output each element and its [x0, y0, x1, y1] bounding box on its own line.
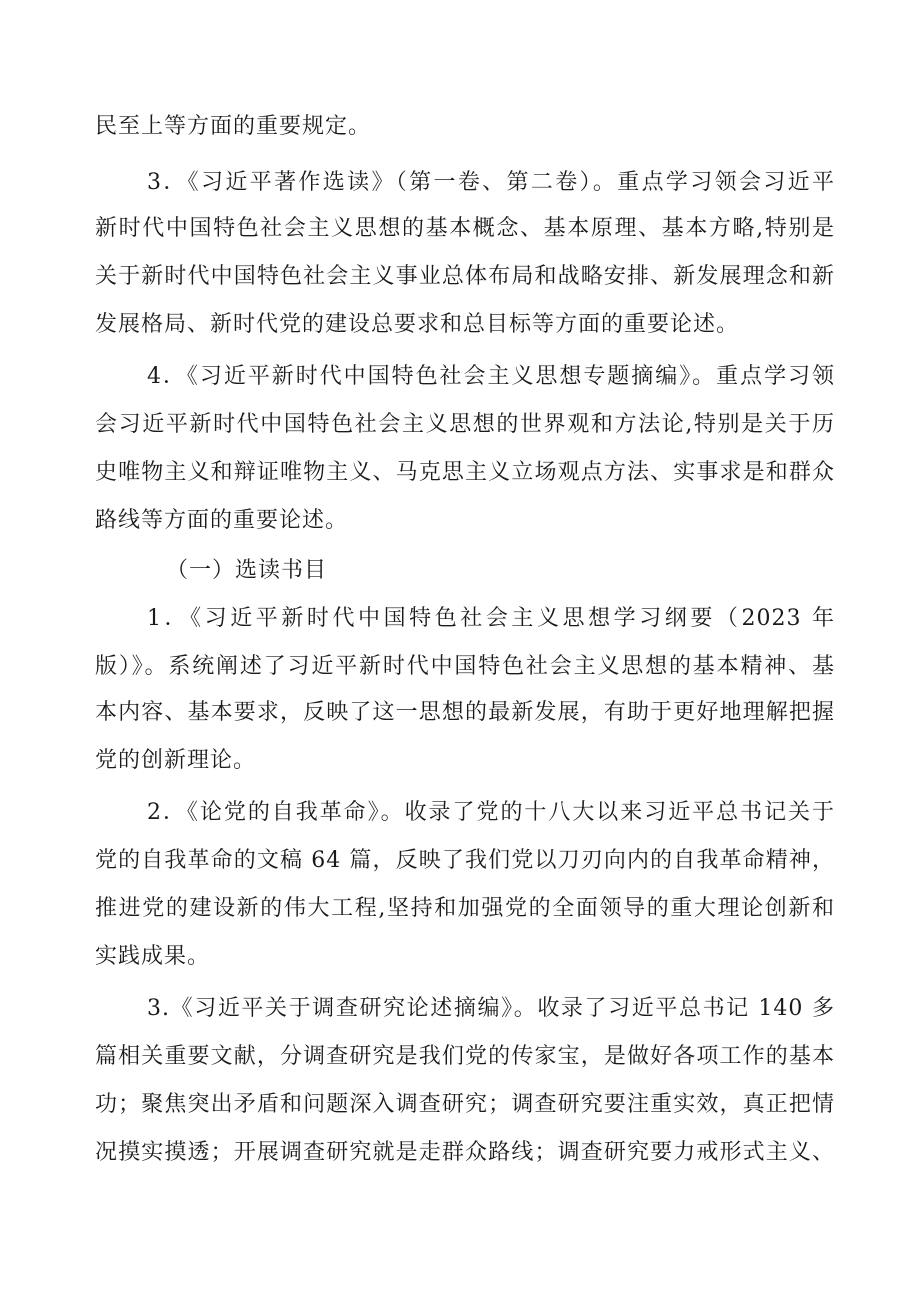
paragraph-line: 路线等方面的重要论述。 [95, 508, 349, 533]
paragraph-line: 史唯物主义和辩证唯物主义、马克思主义立场观点方法、实事求是和群众 [95, 460, 835, 485]
paragraph-line: 党的创新理论。 [95, 748, 257, 773]
paragraph-line: 2．《论党的自我革命》。收录了党的十八大以来习近平总书记关于 [147, 800, 835, 825]
paragraph-line: 新时代中国特色社会主义思想的基本概念、基本原理、基本方略,特别是 [95, 216, 835, 241]
paragraph-line: 会习近平新时代中国特色社会主义思想的世界观和方法论,特别是关于历 [95, 412, 835, 437]
paragraph-line: 关于新时代中国特色社会主义事业总体布局和战略安排、新发展理念和新 [95, 264, 835, 289]
paragraph-line: 本内容、基本要求，反映了这一思想的最新发展，有助于更好地理解把握 [95, 700, 835, 725]
paragraph-line: 3．《习近平著作选读》（第一卷、第二卷）。重点学习领会习近平 [147, 170, 835, 195]
paragraph-line: 功；聚焦突出矛盾和问题深入调查研究；调查研究要注重实效，真正把情 [95, 1092, 835, 1117]
paragraph-line: 4．《习近平新时代中国特色社会主义思想专题摘编》。重点学习领 [147, 364, 835, 389]
paragraph-line: 发展格局、新时代党的建设总要求和总目标等方面的重要论述。 [95, 312, 740, 337]
section-heading: （一）选读书目 [166, 558, 328, 583]
paragraph-line: 篇相关重要文献，分调查研究是我们党的传家宝，是做好各项工作的基本 [95, 1044, 835, 1069]
paragraph-line: 3.《习近平关于调查研究论述摘编》。收录了习近平总书记 140 多 [147, 996, 835, 1021]
paragraph-line: 推进党的建设新的伟大工程,坚持和加强党的全面领导的重大理论创新和 [95, 896, 835, 921]
paragraph-line: 1．《习近平新时代中国特色社会主义思想学习纲要（2023 年 [147, 606, 835, 631]
paragraph-line: 党的自我革命的文稿 64 篇，反映了我们党以刀刃向内的自我革命精神， [95, 848, 835, 873]
paragraph-line: 实践成果。 [95, 944, 211, 969]
paragraph-line: 版）》。系统阐述了习近平新时代中国特色社会主义思想的基本精神、基 [95, 654, 835, 679]
paragraph-line: 况摸实摸透；开展调查研究就是走群众路线；调查研究要力戒形式主义、 [95, 1140, 835, 1165]
paragraph-line: 民至上等方面的重要规定。 [95, 114, 372, 139]
